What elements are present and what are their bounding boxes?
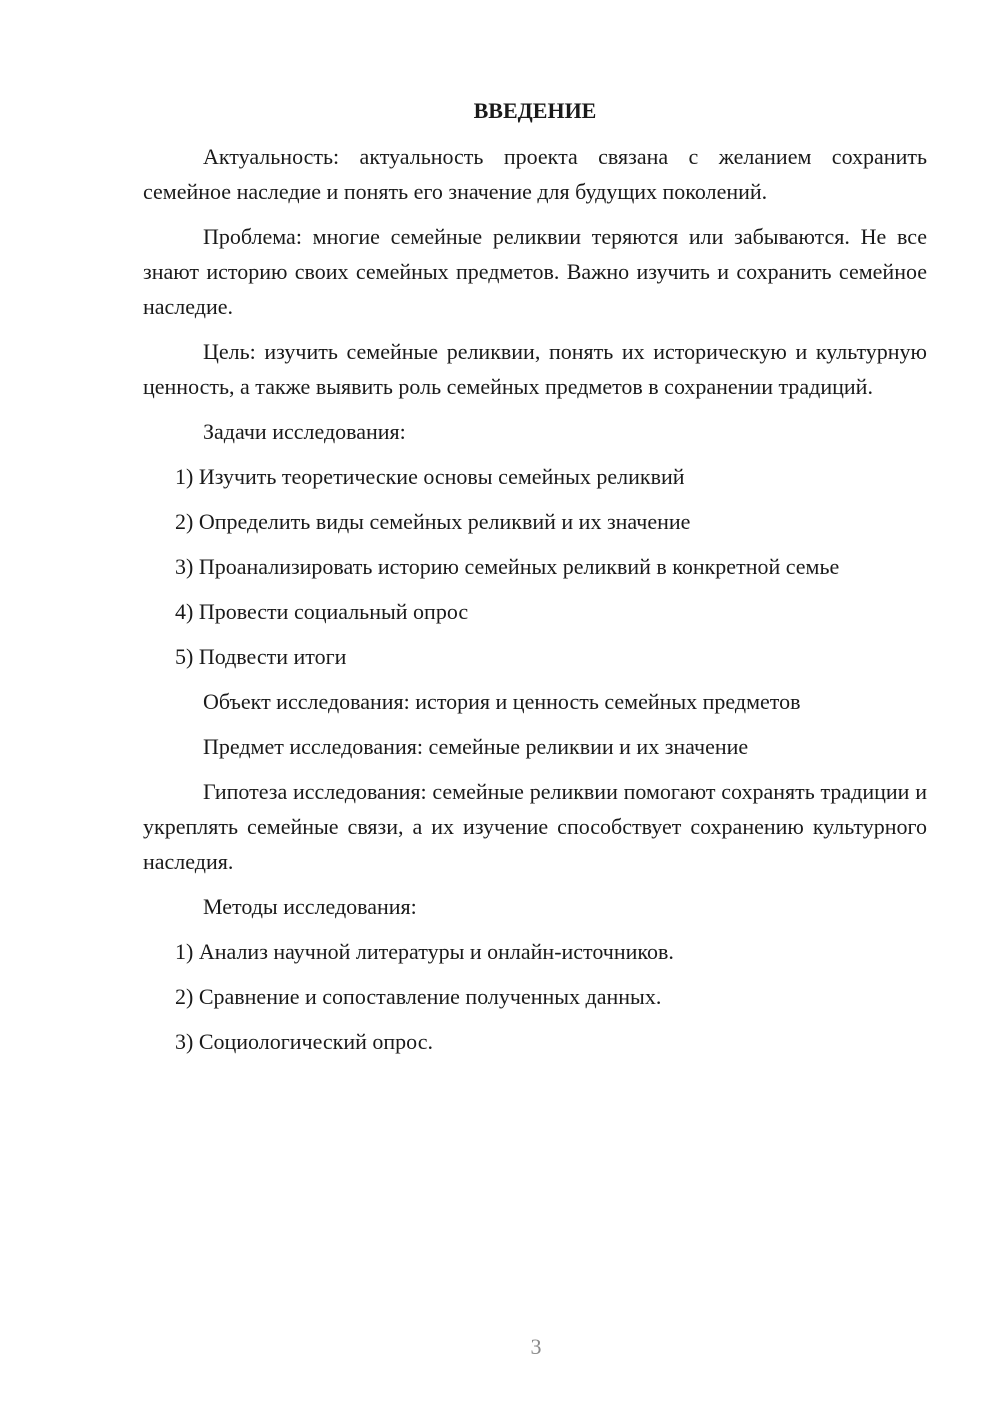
problem-paragraph: Проблема: многие семейные реликвии теряются или забываются. Не все знают историю своих семейных предметов. Важно изучить и сохранить семейное наследие. <box>143 224 927 319</box>
page-number: 3 <box>530 1334 542 1359</box>
page-content <box>143 96 927 1069</box>
task-item: 3) Проанализировать историю семейных реликвий в конкретной семье <box>175 554 840 579</box>
object-paragraph: Объект исследования: история и ценность семейных предметов <box>203 689 801 714</box>
task-item: 1) Изучить теоретические основы семейных реликвий <box>175 464 685 489</box>
method-item: 2) Сравнение и сопоставление полученных данных. <box>175 984 662 1009</box>
methods-heading: Методы исследования: <box>203 894 417 919</box>
hypothesis-paragraph: Гипотеза исследования: семейные реликвии помогают сохранять традиции и укреплять семейные связи, а их изучение способствует сохранению культурного наследия. <box>143 779 927 874</box>
relevance-paragraph: Актуальность: актуальность проекта связана с желанием сохранить семейное наследие и понять его значение для будущих поколений. <box>143 144 927 204</box>
task-item: 2) Определить виды семейных реликвий и их значение <box>175 509 691 534</box>
method-item: 1) Анализ научной литературы и онлайн-источников. <box>175 939 674 964</box>
subject-paragraph: Предмет исследования: семейные реликвии и их значение <box>203 734 749 759</box>
tasks-heading: Задачи исследования: <box>203 419 406 444</box>
section-title: ВВЕДЕНИЕ <box>473 98 597 123</box>
task-item: 5) Подвести итоги <box>175 644 347 669</box>
task-item: 4) Провести социальный опрос <box>175 599 469 624</box>
method-item: 3) Социологический опрос. <box>175 1029 433 1054</box>
goal-paragraph: Цель: изучить семейные реликвии, понять их историческую и культурную ценность, а также выявить роль семейных предметов в сохранении традиций. <box>143 339 927 399</box>
